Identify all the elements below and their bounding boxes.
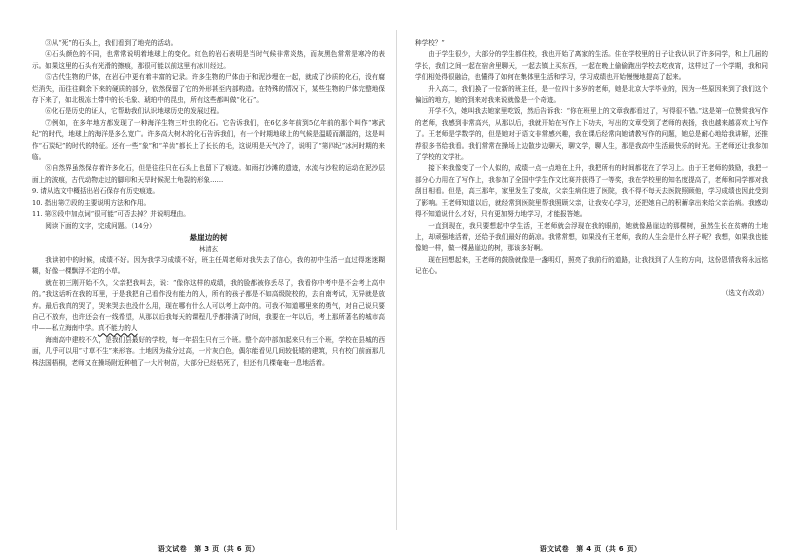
story-paragraph: 我读初中的时候，成绩不好。因为我学习成绩不好，班主任周老师对我失去了信心，我的初中生活一直过得迷迷糊糊，好像一棵飘浮不定的小草。 bbox=[32, 255, 385, 276]
story-paragraph: 海南高中建校不久，是我们县最好的学校，每一年招生只有三个班。整个高中部加起来只有三个班，学校在县城的西面，几乎可以用“寸草不生”来形容。土地因为盐分过高，一片灰白色，偶尔能看见几间较低矮的建筑，只有校门前面那几株法国梧桐，老师又在操场附近种植了一大片树苗，大部分已经枯死了，但还有几棵奄奄一息地活着。 bbox=[32, 335, 385, 367]
passage-paragraph: ③从“死”的石头上，我们看到了地壳的活动。 bbox=[45, 39, 178, 47]
source-note: （选文有改动） bbox=[721, 288, 768, 297]
passage-paragraph: ⑦例如，在多年地方都发现了一种海洋生物三叶虫的化石。它告诉我们，在6亿多年前到5亿年前的那个叫作“寒武纪”的时代，地球上的海洋是多么宽广。许多高大树木的化石告诉我们，有一个时期地球上的气候是温暖而潮湿的，这是叫作“石炭纪”的时代的特征。还有一些“象”和“羊齿”都长上了长长的毛，这说明是天气冷了，说明了“第四纪”冰河时期的来临。 bbox=[32, 118, 385, 162]
story-title: 悬崖边的树 bbox=[189, 232, 228, 242]
story-paragraph: 由于学生很少，大部分的学生都住校，我也开始了离家的生活。住在学校里的日子让我认识了许多同学，和上几届的学长，我们之间一起在宿舍里聊天，一起去镇上买东西，一起在晚上偷偷跑出学校去吃夜宵，这样过了一个学期，我和同学们相处得很融洽，也懂得了如何在集体里生活和学习，学习成绩也开始慢慢地提高了起来。 bbox=[415, 50, 768, 82]
exam-page-4 bbox=[397, 0, 794, 560]
story-paragraph bbox=[32, 278, 385, 335]
right-column bbox=[415, 38, 768, 534]
passage-paragraph: ⑧自然界虽然保存着许多化石，但是往往只在石头上也留下了痕迹。如雨打沙滩的遗迹，水流与沙粒的运动在泥沙层面上的波痕，古代动物走过的脚印和天旱时候泥土龟裂的形象…… bbox=[32, 164, 385, 184]
story-text: 就在初三刚开始不久，父亲把我叫去，说：“像你这样的成绩，我的脸都被你丢尽了，我看你中考中是不会考上高中的。”我这话听在我的耳里，于是我把自己看作没有能力的人，所有的孩子都是不如高级院校的，去自南考试，无异就是放弃。最后我真的哭了，哭来哭去也没什么用，现在哪有什么人可以考上高中的。可我不知道哪里来的勇气，对自己说只要自己不放弃，也许还会有一线希望，从那以后我每天的课程几乎都排满了时间，我要在一年以后，考上那所著名的城市高中——私立海南中学。 bbox=[32, 278, 385, 333]
reading-intro: 阅读下面的文字，完成问题。（14分） bbox=[45, 221, 156, 230]
story-paragraph: 现在回想起来，王老师的鼓励就像是一盏明灯，照亮了我前行的道路，让我找到了人生的方向，这份恩情我将永远铭记在心。 bbox=[415, 255, 768, 276]
question-9: 9. 请从选文中概括出岩石保存有历史痕迹。 bbox=[32, 187, 160, 196]
left-column bbox=[32, 38, 385, 534]
passage-paragraph: ④石头颜色的不同，也常常说明着地球上的变化。红色的岩石表明是当时气候非常炎热，而灰黑色常常是寒冷的表示。如果这里的石头有光滑的擦痕，那很可能以前这里有冰川经过。 bbox=[32, 50, 385, 70]
wavy-underlined-phrase: 真不能力的人 bbox=[97, 324, 138, 333]
story-paragraph: 接下来我像变了一个人似的，成绩一点一点地在上升，我把所有的时间都花在了学习上。由于王老师的鼓励，我把一部分心力用在了写作上，我参加了全国中学生作文比赛并获得了一等奖，我在学校里的知名度提高了，老师和同学都对我刮目相看。但是，高三那年，家里发生了变故，父亲生病住进了医院，我不得不每天去医院照顾他，学习成绩也因此受到了影响。王老师知道以后，就经常到医院里帮我照顾父亲，让我安心学习，还把她自己的积蓄拿出来给父亲治病。我感动得不知道说什么才好，只有更加努力地学习，才能报答她。 bbox=[415, 164, 768, 219]
story-paragraph: 升入高二，我们换了一位新的班主任，是一位四十多岁的老师，她是北京大学毕业的，因为一些原因来到了我们这个偏远的地方，她的到来对我来说就像是一个奇迹。 bbox=[415, 84, 768, 105]
story-author: 林清玄 bbox=[198, 244, 219, 253]
story-paragraph: 开学不久，她叫我去她家里吃饭，然后告诉我：“你在班里上的文章我都看过了，写得很不错。”这是第一位赞赏我写作的老师，我感到非常高兴，从那以后，我就开始在写作上下功夫，写出的文章受到了老师的表扬，我也越来越喜欢上写作了。王老师是学数学的，但是她对于语文非常感兴趣，我在课后经常向她请教写作的问题，她总是耐心地给我讲解，还推荐很多书给我看。我们常常在操场上边散步边聊天，聊文学，聊人生，那是我高中生活最快乐的时光。王老师还让我参加了学校的文学社。 bbox=[415, 107, 768, 162]
story-paragraph: 种学校？” bbox=[415, 39, 445, 47]
story-paragraph: 一直到现在，我只要想起中学生活，王老师就会浮现在我的眼前，她就像悬崖边的那棵树，虽然生长在贫瘠的土地上，却顽强地活着，还给予我们最好的荫凉。我常常想，如果没有王老师，我的人生会是什么样子呢？我想，如果我也能像她一样，做一棵悬崖边的树，那该多好啊。 bbox=[415, 221, 768, 253]
question-10: 10. 指出第⑦段的主要说明方法和作用。 bbox=[32, 198, 151, 207]
passage-paragraph: ⑥化石是历史的证人，它帮助我们认识地球历史的发展过程。 bbox=[45, 107, 224, 116]
question-11: 11. 第⑧段中加点词“很可能”可否去掉？并说明理由。 bbox=[32, 210, 190, 219]
page-footer-3: 语文试卷 第 3 页（共 6 页） bbox=[157, 545, 260, 553]
passage-paragraph: ⑤古代生物的尸体，在岩石中更有着丰富的记录。许多生物的尸体由于和泥沙埋在一起，就成了沙质的化石，没有腐烂消失，而往往剩余下来的硬质的部分，依然保留了它的外形甚至内部构造。在特殊的情况下，某些生物的尸体完整地保存下来了，如北极冻土带中的长毛象、琥珀中的昆虫，所有这些都叫做“化石”。 bbox=[32, 73, 385, 105]
page-footer-4: 语文试卷 第 4 页（共 6 页） bbox=[539, 545, 642, 553]
